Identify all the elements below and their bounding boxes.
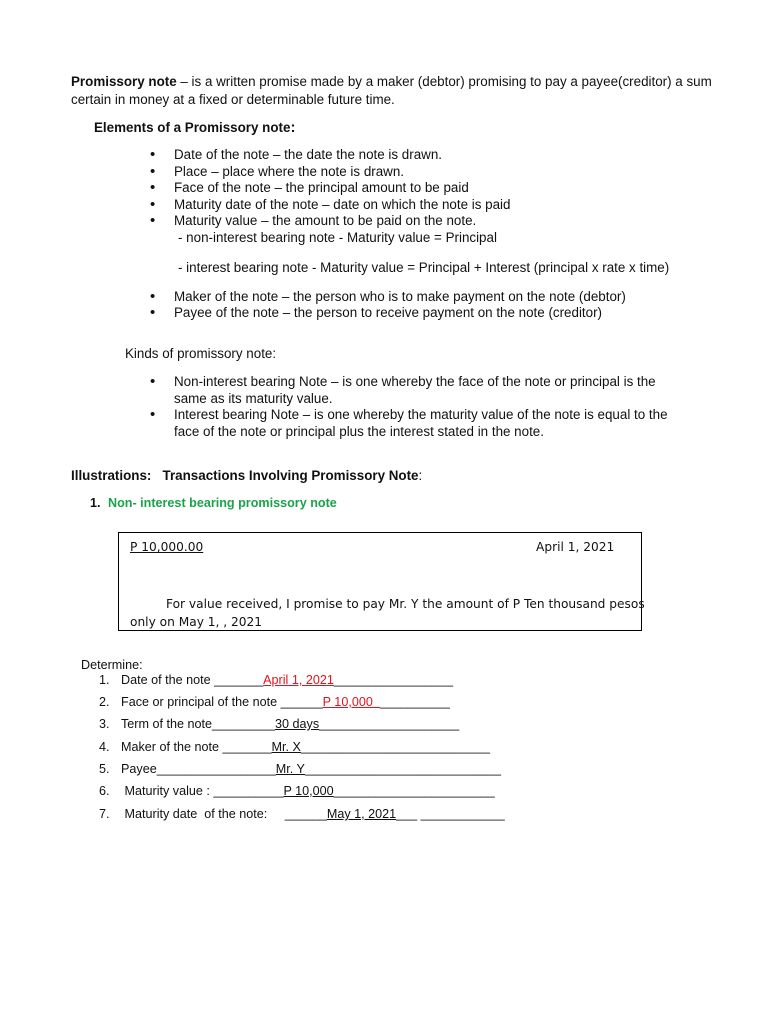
determine-heading: Determine: [81, 658, 143, 672]
list-item: • Interest bearing Note – is one whereby the maturity value of the note is equal to the face of the note or principal plus the interest stated in the note. [150, 407, 690, 440]
illustration-item-1: 1. Non- interest bearing promissory note [90, 496, 337, 510]
list-item: • Non-interest bearing Note – is one whereby the face of the note or principal is the same as its maturity value. [150, 374, 690, 407]
sub-item-non-interest: - non-interest bearing note - Maturity value = Principal [178, 229, 497, 245]
list-item: • Maturity value – the amount to be paid on the note. [150, 213, 710, 230]
list-item: • Maker of the note – the person who is to make payment on the note (debtor) [150, 289, 710, 306]
note-amount: P 10,000.00 [130, 540, 204, 554]
determine-row-date: 1. Date of the note _______April 1, 2021_________________ [99, 673, 453, 687]
elements-heading: Elements of a Promissory note: [94, 119, 296, 136]
note-body-line2: only on May 1, , 2021 [130, 615, 263, 629]
determine-row-maker: 4. Maker of the note _______Mr. X___________________________ [99, 740, 491, 754]
list-item: • Face of the note – the principal amount to be paid [150, 180, 710, 197]
intro-definition: – is a written promise made by a maker (debtor) promising to pay a payee(creditor) a sum certain in money at a fixed or determinable future time. [71, 74, 712, 107]
list-item: • Maturity date of the note – date on which the note is paid [150, 197, 710, 214]
elements-list [150, 147, 710, 322]
intro-term: Promissory note [71, 74, 177, 89]
sub-item-interest: - interest bearing note - Maturity value = Principal + Interest (principal x rate x time) [178, 260, 670, 275]
list-item: • Place – place where the note is drawn. [150, 164, 710, 181]
illustrations-heading: Illustrations: Transactions Involving Promissory Note: [71, 468, 423, 483]
promissory-note-box [118, 532, 645, 631]
determine-row-payee: 5. Payee_________________Mr. Y____________________________ [99, 762, 502, 776]
note-date: April 1, 2021 [536, 540, 615, 554]
determine-row-maturity-date: 7. Maturity date of the note: ______May 1, 2021___ ____________ [99, 807, 505, 821]
determine-row-face: 2. Face or principal of the note ______P 10,000 __________ [99, 695, 450, 709]
intro-paragraph [71, 73, 721, 109]
note-body-line1: For value received, I promise to pay Mr. Y the amount of P Ten thousand pesos [166, 597, 645, 611]
determine-row-maturity-value: 6. Maturity value : __________P 10,000_______________________ [99, 784, 495, 798]
list-item: • Payee of the note – the person to receive payment on the note (creditor) [150, 305, 710, 322]
kinds-list [150, 374, 690, 440]
kinds-heading: Kinds of promissory note: [125, 346, 277, 361]
list-item: • Date of the note – the date the note is drawn. [150, 147, 710, 164]
determine-row-term: 3. Term of the note_________30 days____________________ [99, 717, 460, 731]
